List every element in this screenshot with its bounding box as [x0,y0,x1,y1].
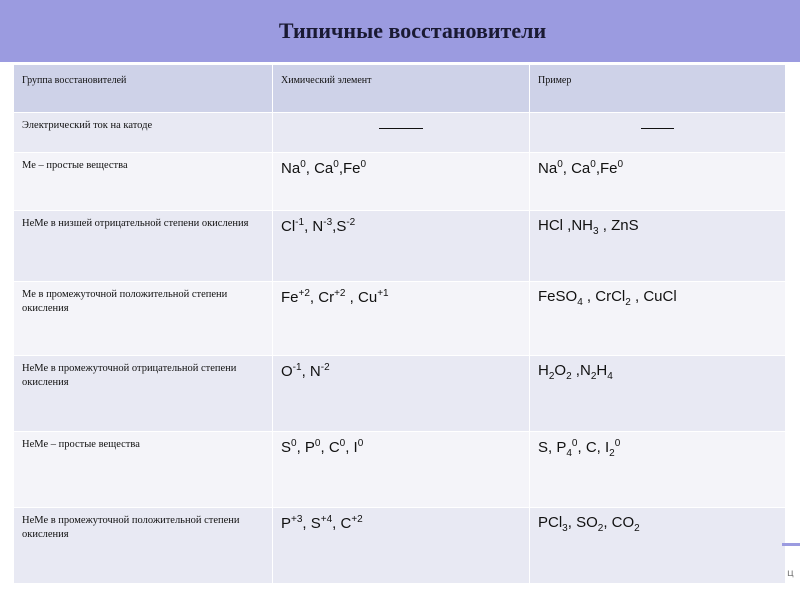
group-cell: НеМе в низшей отрицательной степени окисления [14,211,273,282]
blank-line [641,118,674,129]
group-cell: НеМе в промежуточной отрицательной степени окисления [14,356,273,432]
corner-accent-bar [782,543,800,546]
table-header-row [14,65,786,113]
corner-glyph: ц [787,568,794,579]
slide-title: Типичные восстановители [278,18,547,43]
table-row [14,211,786,282]
table-row [14,508,786,584]
group-cell: Ме в промежуточной положительной степени окисления [14,282,273,356]
element-cell: $Fe^{+2}$, $Cr^{+2}$ , $Cu^{+1}$ [273,282,530,356]
table-row [14,356,786,432]
example-cell: Na$^0$, Ca$^0$,Fe$^0$ [530,153,786,211]
header-example: Пример [530,65,786,113]
example-cell: FeSO$_4$ , CrCl$_2$ , CuCl [530,282,786,356]
group-cell: Ме – простые вещества [14,153,273,211]
element-cell: $P^{+3}$, $S^{+4}$, $C^{+2}$ [273,508,530,584]
element-cell: $S^0$, $P^0$, $C^0$, $I^0$ [273,432,530,508]
table-row [14,113,786,153]
reducers-table [13,64,786,584]
example-cell: S, $P_4^0$, C, $I_2^0$ [530,432,786,508]
header-element: Химический элемент [273,65,530,113]
group-cell: НеМе в промежуточной положительной степени окисления [14,508,273,584]
example-cell: PCl$_3$, $SO_2$, $CO_2$ [530,508,786,584]
element-cell: $Cl^{-1}$, $N^{-3},S^{-2}$ [273,211,530,282]
element-cell: $O^{-1}$, $N^{-2}$ [273,356,530,432]
table-row [14,282,786,356]
table-row [14,432,786,508]
header-group: Группа восстановителей [14,65,273,113]
element-cell [273,113,530,153]
group-cell: НеМе – простые вещества [14,432,273,508]
example-cell: $H_2O_2$ $,N_2H_4$ [530,356,786,432]
blank-line [379,118,423,129]
example-cell: HCl $,NH_3$ , ZnS [530,211,786,282]
example-cell [530,113,786,153]
element-cell: Na$^0$, Ca$^0$,Fe$^0$ [273,153,530,211]
group-cell: Электрический ток на катоде [14,113,273,153]
table-row [14,153,786,211]
title-bar [0,0,800,62]
